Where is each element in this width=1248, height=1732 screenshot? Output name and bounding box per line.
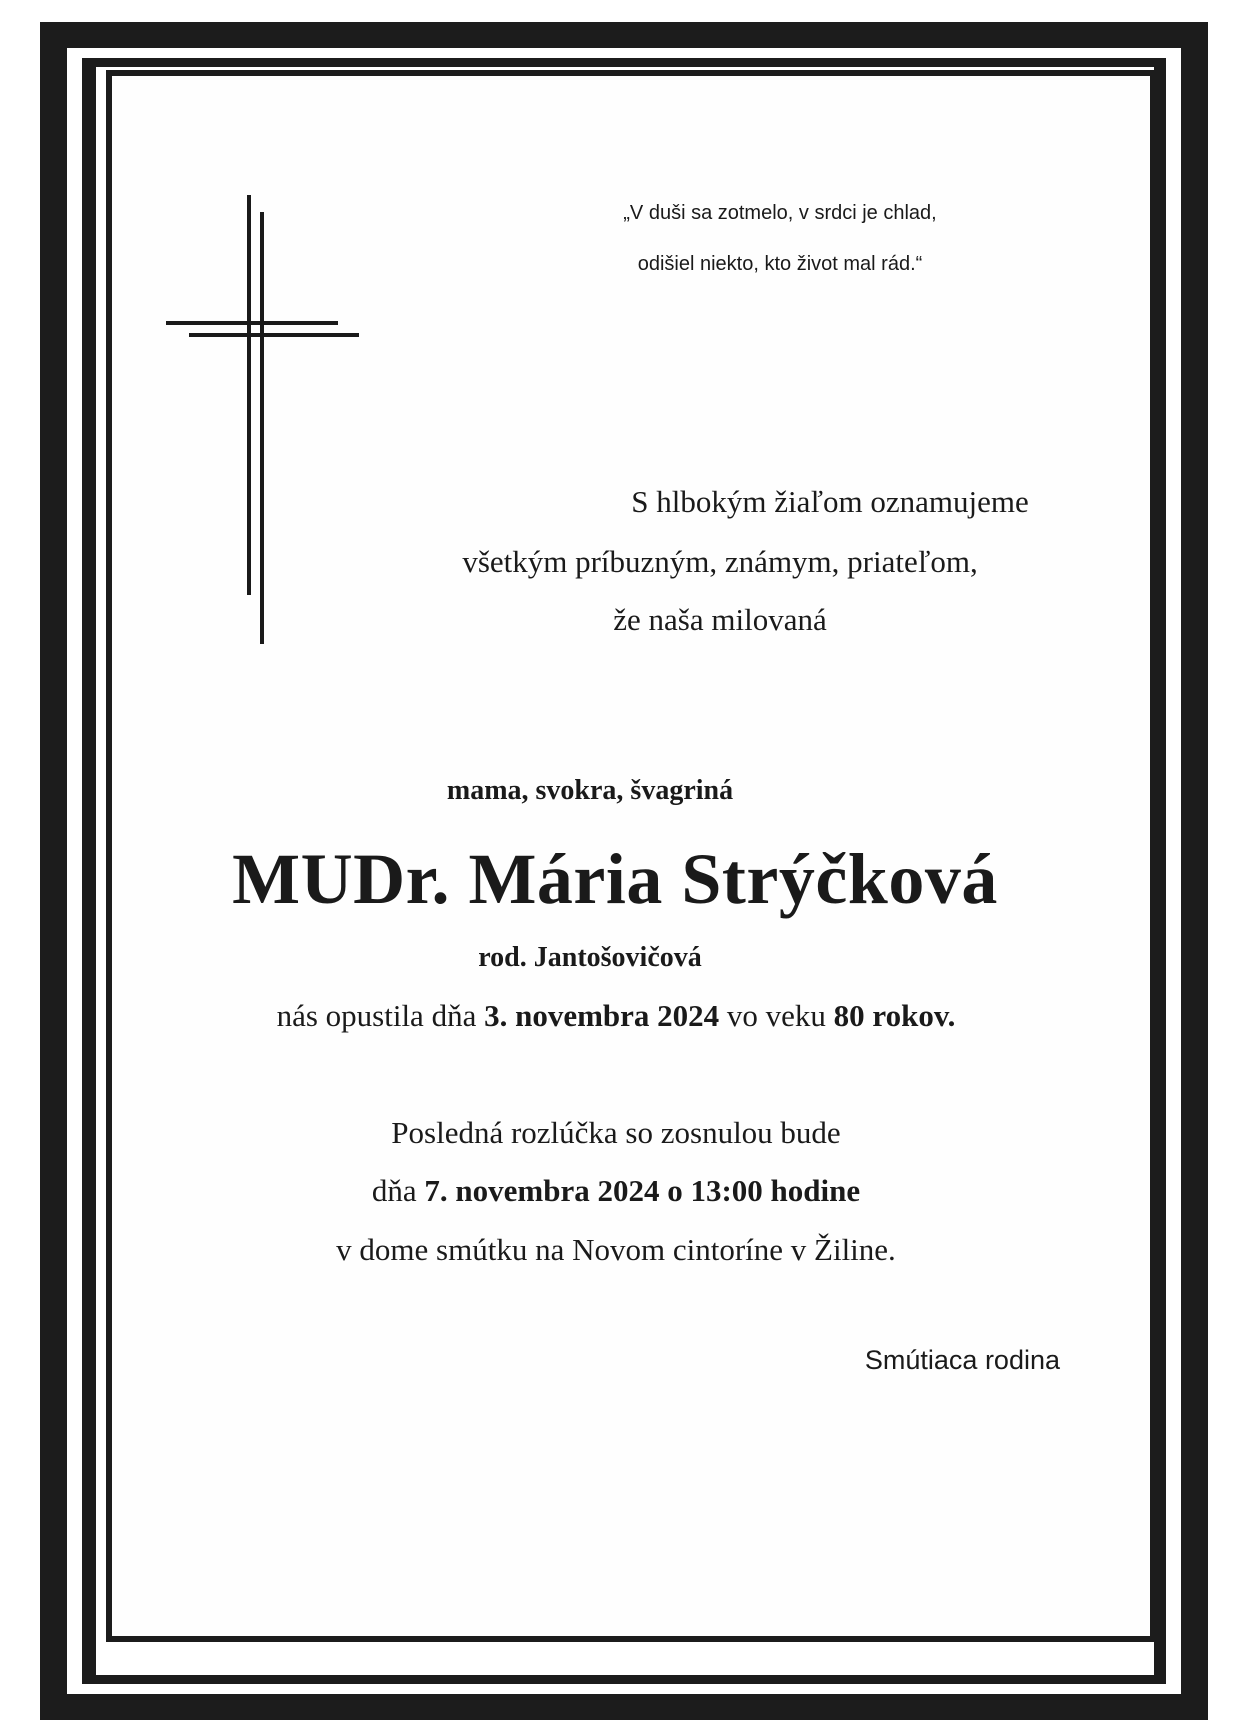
death-middle: vo veku [719,998,834,1033]
farewell-datetime: 7. novembra 2024 o 13:00 hodine [424,1173,861,1208]
death-date: 3. novembra 2024 [484,998,720,1033]
death-announcement [160,998,1072,1034]
farewell-line-3: v dome smútku na Novom cintoríne v Žiline. [336,1232,896,1267]
quote-line-2: odišiel niekto, kto život mal rád.“ [637,253,923,275]
relations-text: mama, svokra, švagriná [446,775,734,806]
quote-line-1: „V duši sa zotmelo, v srdci je chlad, [623,202,937,224]
death-age: 80 rokov. [833,998,956,1033]
farewell-date-prefix: dňa [371,1173,425,1208]
deceased-name: MUDr. Mária Strýčková [232,839,998,919]
farewell-line-1: Posledná rozlúčka so zosnulou bude [391,1115,841,1150]
death-prefix: nás opustila dňa [276,998,485,1033]
maiden-name: rod. Jantošovičová [478,942,702,973]
intro-line-1: S hlbokým žiaľom oznamujeme [631,484,1029,519]
cross-horizontal-bar-2 [189,333,359,337]
intro-line-2: všetkým príbuzným, známym, priateľom, [462,544,978,579]
signature-family: Smútiaca rodina [864,1345,1060,1375]
farewell-line-2 [160,1173,1072,1209]
cross-vertical-bar-1 [247,195,251,595]
cross-horizontal-bar-1 [166,321,338,325]
intro-line-3: že naša milovaná [613,602,827,637]
cross-vertical-bar-2 [260,212,264,644]
